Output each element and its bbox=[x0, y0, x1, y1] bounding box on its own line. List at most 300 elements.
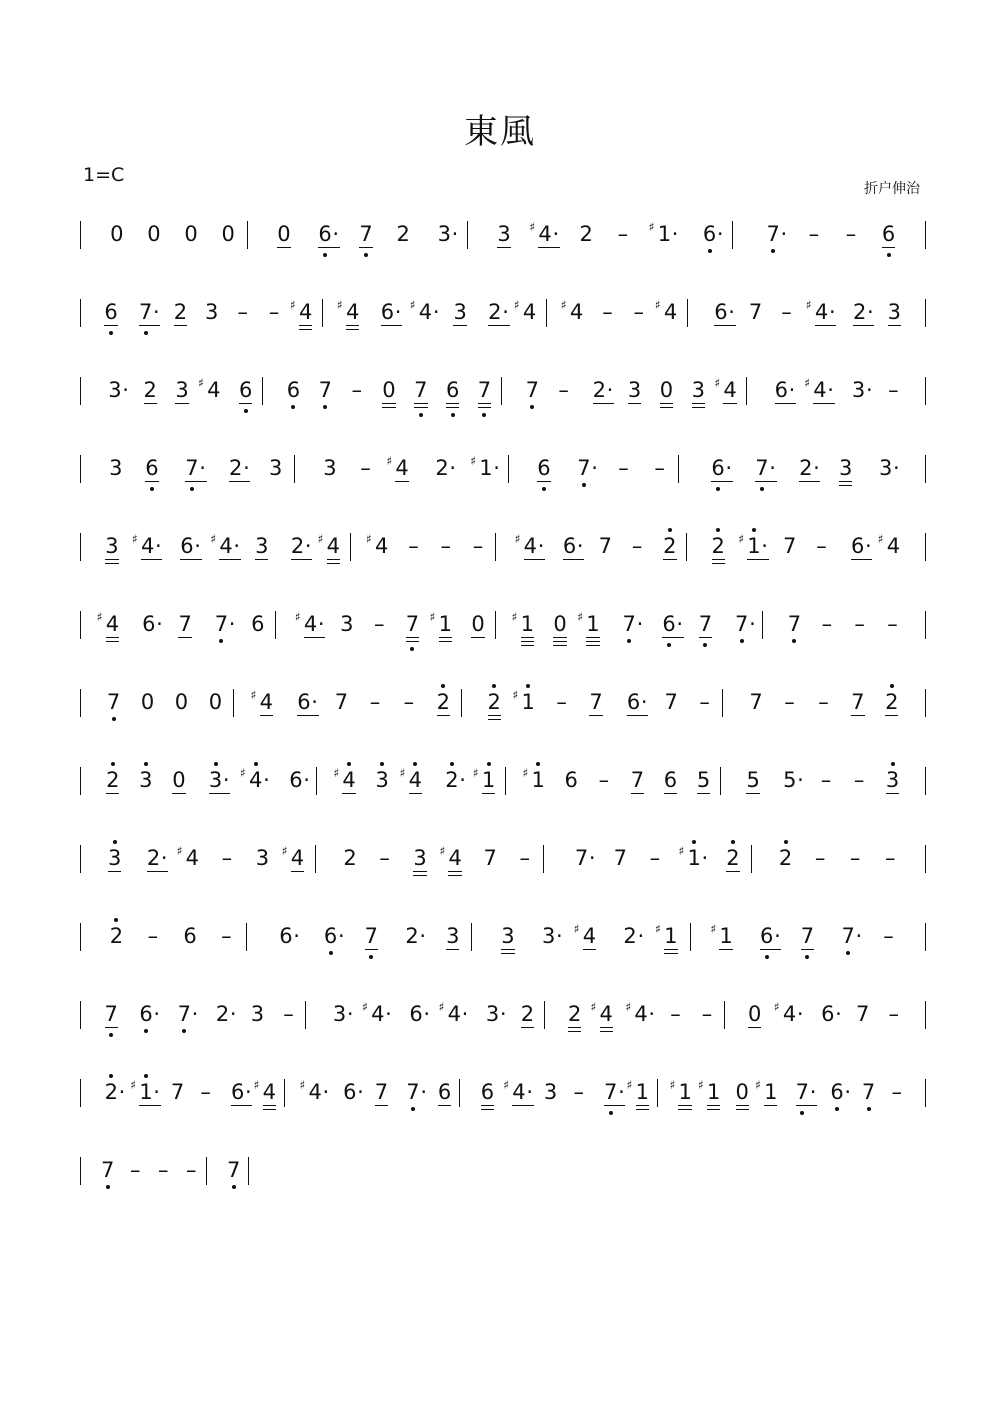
note bbox=[445, 765, 466, 795]
note bbox=[599, 531, 612, 561]
barline bbox=[80, 221, 81, 249]
duration-underline bbox=[714, 325, 735, 326]
note bbox=[563, 531, 584, 561]
note bbox=[105, 531, 118, 561]
note-digit: 4 ♯ bbox=[219, 531, 232, 561]
barline bbox=[206, 1157, 207, 1185]
note-digit: 7 bbox=[598, 534, 612, 558]
duration-underline bbox=[712, 563, 725, 564]
barline bbox=[80, 689, 81, 717]
sustain-dash: – bbox=[808, 222, 820, 246]
score-row bbox=[80, 913, 926, 957]
note-digit: 4 ♯ bbox=[375, 531, 388, 561]
augmentation-dot: · bbox=[788, 378, 796, 402]
note bbox=[877, 531, 901, 561]
note bbox=[542, 921, 563, 951]
note-digit: 6 bbox=[251, 612, 265, 636]
note bbox=[132, 531, 162, 561]
sustain-dash: – bbox=[887, 612, 898, 636]
sharp-sign: ♯ bbox=[648, 220, 655, 234]
sustain-dash: – bbox=[631, 534, 643, 558]
barline bbox=[925, 221, 926, 249]
note-digit: 4 ♯ bbox=[538, 219, 551, 249]
augmentation-dot: · bbox=[537, 534, 545, 558]
note-digit: 6 bbox=[230, 1080, 245, 1104]
barline bbox=[233, 689, 234, 717]
note-digit: 2 bbox=[520, 1002, 535, 1026]
note bbox=[205, 297, 218, 327]
note bbox=[799, 453, 820, 483]
duration-underline bbox=[327, 563, 340, 564]
note-digit: 6 bbox=[380, 300, 395, 324]
octave-down-dot bbox=[109, 1033, 113, 1037]
octave-down-dot bbox=[887, 253, 891, 257]
note bbox=[106, 765, 119, 795]
octave-down-dot bbox=[667, 643, 671, 647]
duration-underline bbox=[882, 247, 895, 248]
note bbox=[409, 999, 430, 1029]
augmentation-dot: · bbox=[322, 1080, 330, 1104]
note bbox=[139, 999, 160, 1029]
note bbox=[290, 297, 313, 327]
note-digit: 4 ♯ bbox=[723, 375, 736, 405]
octave-up-dot bbox=[668, 528, 672, 532]
note-digit: 3 bbox=[453, 300, 467, 324]
note-digit: 1 ♯ bbox=[482, 765, 495, 795]
octave-up-dot bbox=[144, 1074, 148, 1078]
octave-down-dot bbox=[771, 249, 775, 253]
note bbox=[804, 375, 834, 405]
augmentation-dot: · bbox=[228, 612, 236, 636]
note bbox=[488, 297, 509, 327]
note-digit: 1 ♯ bbox=[139, 1077, 152, 1107]
barline bbox=[746, 377, 747, 405]
duration-underline bbox=[583, 949, 596, 950]
sustain-dash: – bbox=[820, 768, 832, 792]
note-digit: 7 bbox=[862, 1077, 875, 1107]
note-digit: 0 bbox=[174, 690, 189, 714]
sustain-dash: – bbox=[670, 1002, 681, 1026]
note-digit: 7 bbox=[589, 690, 603, 714]
duration-underline bbox=[563, 559, 584, 560]
duration-underline bbox=[538, 247, 559, 248]
note-digit: 1 ♯ bbox=[586, 609, 599, 639]
note-digit: 4 ♯ bbox=[448, 843, 461, 873]
sharp-sign: ♯ bbox=[470, 454, 477, 468]
note-digit: 2 bbox=[623, 924, 637, 948]
note bbox=[481, 1077, 494, 1107]
note-digit: 0 bbox=[735, 1080, 749, 1104]
sharp-sign: ♯ bbox=[714, 376, 721, 390]
duration-underline bbox=[723, 403, 736, 404]
barline bbox=[724, 1001, 725, 1029]
note bbox=[277, 219, 290, 249]
note bbox=[736, 1077, 749, 1107]
octave-down-dot bbox=[627, 639, 631, 643]
sharp-sign: ♯ bbox=[654, 298, 661, 312]
note-digit: 4 ♯ bbox=[583, 921, 596, 951]
duration-underline bbox=[260, 715, 273, 716]
note bbox=[105, 1077, 126, 1107]
octave-down-dot bbox=[369, 955, 373, 959]
duration-underline bbox=[568, 1027, 581, 1028]
sustain-dash: – bbox=[403, 690, 415, 714]
barline bbox=[925, 689, 926, 717]
barline bbox=[546, 299, 547, 327]
note-digit: 4 ♯ bbox=[299, 297, 312, 327]
duration-underline bbox=[664, 793, 677, 794]
octave-down-dot bbox=[323, 405, 327, 409]
duration-underline bbox=[180, 559, 201, 560]
barline bbox=[925, 767, 926, 795]
note-digit: 4 ♯ bbox=[346, 297, 359, 327]
sustain-dash: – bbox=[816, 534, 827, 558]
sharp-sign: ♯ bbox=[877, 532, 884, 546]
augmentation-dot: · bbox=[640, 690, 648, 714]
sustain-dash: – bbox=[268, 300, 280, 324]
sharp-sign: ♯ bbox=[513, 298, 520, 312]
sustain-dash: – bbox=[598, 768, 610, 792]
note-digit: 6 bbox=[289, 768, 303, 792]
note-digit: 7 bbox=[577, 453, 590, 483]
duration-underline bbox=[853, 325, 874, 326]
note-digit: 2 bbox=[146, 846, 161, 870]
note bbox=[796, 1077, 817, 1107]
duration-underline bbox=[664, 953, 677, 954]
note-digit: 2 bbox=[592, 378, 607, 402]
sustain-dash: – bbox=[440, 534, 452, 558]
note-digit: 4 ♯ bbox=[260, 687, 273, 717]
barline bbox=[544, 1001, 545, 1029]
note-digit: 2 bbox=[885, 687, 898, 717]
score-row bbox=[80, 1147, 926, 1191]
note-digit: 0 bbox=[172, 768, 186, 792]
octave-up-dot bbox=[111, 762, 115, 766]
sustain-dash: – bbox=[699, 690, 710, 714]
barline bbox=[322, 299, 323, 327]
note bbox=[147, 219, 160, 249]
duration-underline bbox=[413, 871, 426, 872]
note bbox=[631, 765, 644, 795]
score-row bbox=[80, 679, 926, 723]
note-digit: 3 bbox=[887, 300, 902, 324]
note-digit: 2 bbox=[437, 687, 450, 717]
note bbox=[222, 219, 235, 249]
duration-underline bbox=[478, 403, 491, 404]
barline bbox=[687, 299, 688, 327]
augmentation-dot: · bbox=[828, 300, 836, 324]
augmentation-dot: · bbox=[385, 1002, 392, 1026]
sharp-sign: ♯ bbox=[560, 298, 567, 312]
sustain-dash: – bbox=[784, 690, 795, 714]
duration-underline bbox=[414, 403, 427, 404]
note-digit: 4 ♯ bbox=[813, 375, 826, 405]
octave-up-dot bbox=[526, 684, 530, 688]
barline bbox=[720, 767, 721, 795]
augmentation-dot: · bbox=[451, 222, 459, 246]
octave-down-dot bbox=[530, 405, 534, 409]
note-digit: 4 ♯ bbox=[263, 1077, 276, 1107]
augmentation-dot: · bbox=[855, 924, 863, 948]
sharp-sign: ♯ bbox=[655, 922, 661, 936]
note-digit: 2 bbox=[445, 765, 458, 795]
note-digit: 6 bbox=[850, 534, 865, 558]
note-digit: 3 bbox=[543, 1080, 558, 1104]
note-digit: 1 ♯ bbox=[479, 453, 492, 483]
note bbox=[853, 297, 874, 327]
augmentation-dot: · bbox=[701, 846, 709, 870]
note bbox=[483, 843, 496, 873]
duration-underline bbox=[145, 481, 158, 482]
note bbox=[703, 219, 724, 249]
duration-underline bbox=[178, 637, 191, 638]
note-digit: 3 bbox=[485, 1002, 500, 1026]
duration-underline bbox=[327, 559, 340, 560]
note bbox=[663, 531, 676, 561]
note bbox=[250, 687, 274, 717]
note-digit: 2 bbox=[799, 456, 813, 480]
note-digit: 1 ♯ bbox=[764, 1077, 777, 1107]
note bbox=[697, 1077, 721, 1107]
note bbox=[446, 921, 459, 951]
note-digit: 4 ♯ bbox=[664, 297, 677, 327]
duration-underline bbox=[631, 793, 644, 794]
note bbox=[749, 297, 762, 327]
duration-underline bbox=[711, 481, 732, 482]
note-digit: 6 bbox=[537, 453, 550, 483]
note bbox=[437, 687, 450, 717]
sharp-sign: ♯ bbox=[333, 766, 340, 780]
note bbox=[209, 687, 222, 717]
octave-down-dot bbox=[582, 483, 586, 487]
note-digit: 2 bbox=[568, 1002, 582, 1026]
duration-underline bbox=[553, 641, 566, 642]
note-digit: 2 bbox=[435, 456, 449, 480]
duration-underline bbox=[239, 403, 252, 404]
note bbox=[176, 843, 199, 873]
sustain-dash: – bbox=[200, 1080, 211, 1104]
note bbox=[783, 531, 796, 561]
sharp-sign: ♯ bbox=[577, 610, 584, 624]
note-digit: 7 bbox=[319, 375, 332, 405]
note-digit: 1 ♯ bbox=[521, 609, 534, 639]
augmentation-dot: · bbox=[591, 456, 598, 480]
sharp-sign: ♯ bbox=[512, 688, 519, 702]
note bbox=[851, 531, 872, 561]
duration-underline bbox=[297, 715, 318, 716]
augmentation-dot: · bbox=[796, 1002, 804, 1026]
duration-underline bbox=[488, 719, 501, 720]
note-digit: 7 bbox=[788, 609, 801, 639]
augmentation-dot: · bbox=[346, 1002, 354, 1026]
note bbox=[577, 453, 598, 483]
note bbox=[553, 609, 566, 639]
note-digit: 3 bbox=[105, 534, 119, 558]
octave-up-dot bbox=[487, 762, 491, 766]
note bbox=[565, 765, 578, 795]
note-digit: 2 bbox=[488, 300, 502, 324]
note bbox=[614, 843, 627, 873]
duration-underline bbox=[481, 1109, 494, 1110]
duration-underline bbox=[726, 871, 739, 872]
score-row bbox=[80, 289, 926, 333]
octave-down-dot bbox=[109, 331, 113, 335]
duration-underline bbox=[799, 481, 820, 482]
sharp-sign: ♯ bbox=[240, 766, 246, 780]
note bbox=[749, 687, 762, 717]
note-digit: 4 ♯ bbox=[634, 999, 647, 1029]
note bbox=[294, 609, 325, 639]
note bbox=[735, 609, 756, 639]
duration-underline bbox=[141, 559, 162, 560]
sharp-sign: ♯ bbox=[290, 298, 296, 312]
sharp-sign: ♯ bbox=[250, 688, 257, 702]
duration-underline bbox=[448, 871, 461, 872]
note bbox=[227, 1155, 240, 1185]
note-digit: 5 bbox=[783, 768, 797, 792]
augmentation-dot: · bbox=[526, 1080, 534, 1104]
duration-underline bbox=[678, 1105, 691, 1106]
duration-underline bbox=[395, 481, 408, 482]
note-digit: 7 bbox=[178, 612, 192, 636]
note-digit: 7 bbox=[801, 921, 814, 951]
note bbox=[399, 765, 422, 795]
note-digit: 4 ♯ bbox=[207, 375, 220, 405]
duration-underline bbox=[144, 403, 157, 404]
duration-underline bbox=[342, 793, 355, 794]
note bbox=[628, 375, 641, 405]
duration-underline bbox=[748, 1027, 761, 1028]
duration-underline bbox=[660, 407, 673, 408]
note-digit: 3 bbox=[205, 300, 219, 324]
duration-underline bbox=[568, 1031, 581, 1032]
note bbox=[623, 921, 644, 951]
augmentation-dot: · bbox=[357, 1080, 364, 1104]
augmentation-dot: · bbox=[716, 222, 724, 246]
sharp-sign: ♯ bbox=[96, 610, 103, 624]
octave-up-dot bbox=[752, 528, 756, 532]
augmentation-dot: · bbox=[867, 300, 874, 324]
note-digit: 3 bbox=[501, 924, 515, 948]
barline bbox=[294, 455, 295, 483]
barline bbox=[762, 611, 763, 639]
duration-underline bbox=[346, 325, 359, 326]
note bbox=[253, 1077, 276, 1107]
note-digit: 2 bbox=[106, 765, 119, 795]
augmentation-dot: · bbox=[618, 1080, 625, 1104]
barline bbox=[495, 611, 496, 639]
note bbox=[604, 1077, 625, 1107]
duration-underline bbox=[801, 949, 814, 950]
note bbox=[526, 375, 539, 405]
duration-underline bbox=[521, 641, 534, 642]
sharp-sign: ♯ bbox=[773, 1000, 780, 1014]
barline bbox=[315, 845, 316, 873]
note-digit: 4 ♯ bbox=[106, 609, 119, 639]
duration-underline bbox=[255, 559, 268, 560]
note bbox=[503, 1077, 534, 1107]
note bbox=[488, 687, 501, 717]
note bbox=[830, 1077, 851, 1107]
note-digit: 6 bbox=[564, 768, 578, 792]
augmentation-dot: · bbox=[311, 690, 318, 714]
note bbox=[537, 453, 550, 483]
duration-underline bbox=[604, 1105, 625, 1106]
duration-underline bbox=[736, 1105, 749, 1106]
barline bbox=[495, 533, 496, 561]
duration-underline bbox=[627, 715, 648, 716]
note bbox=[779, 843, 792, 873]
note bbox=[573, 921, 597, 951]
sharp-sign: ♯ bbox=[669, 1078, 676, 1092]
octave-up-dot bbox=[254, 762, 258, 766]
augmentation-dot: · bbox=[769, 456, 776, 480]
sustain-dash: – bbox=[818, 690, 829, 714]
note-digit: 7 bbox=[406, 609, 419, 639]
note bbox=[178, 609, 191, 639]
note-digit: 1 ♯ bbox=[439, 609, 452, 639]
augmentation-dot: · bbox=[502, 300, 509, 324]
note bbox=[147, 843, 168, 873]
sustain-dash: – bbox=[186, 1158, 197, 1182]
sustain-dash: – bbox=[130, 1158, 141, 1182]
note-digit: 3 bbox=[250, 1002, 265, 1026]
note-digit: 2 bbox=[726, 843, 739, 873]
note bbox=[413, 843, 426, 873]
note-digit: 6 bbox=[324, 921, 337, 951]
sustain-dash: – bbox=[147, 924, 159, 948]
note-digit: 4 ♯ bbox=[783, 999, 796, 1029]
note-digit: 4 ♯ bbox=[524, 531, 537, 561]
note-digit: 7 bbox=[735, 609, 748, 639]
duration-underline bbox=[318, 247, 339, 248]
note bbox=[851, 687, 864, 717]
duration-underline bbox=[413, 875, 426, 876]
note-digit: 0 bbox=[659, 378, 674, 402]
duration-underline bbox=[105, 1027, 118, 1028]
barline bbox=[350, 533, 351, 561]
note bbox=[471, 609, 484, 639]
note bbox=[397, 219, 410, 249]
note-digit: 3 bbox=[886, 765, 899, 795]
note-digit: 2 bbox=[405, 924, 419, 948]
octave-down-dot bbox=[451, 413, 455, 417]
sustain-dash: – bbox=[573, 1080, 584, 1104]
augmentation-dot: · bbox=[728, 300, 735, 324]
octave-up-dot bbox=[890, 684, 894, 688]
score-row bbox=[80, 601, 926, 645]
octave-down-dot bbox=[410, 647, 414, 651]
note-digit: 7 bbox=[623, 609, 636, 639]
sharp-sign: ♯ bbox=[294, 610, 301, 624]
note bbox=[359, 219, 372, 249]
score-row bbox=[80, 445, 926, 489]
duration-underline bbox=[678, 1109, 691, 1110]
note bbox=[664, 765, 677, 795]
sustain-dash: – bbox=[888, 1002, 899, 1026]
augmentation-dot: · bbox=[671, 222, 679, 246]
octave-up-dot bbox=[716, 528, 720, 532]
note-digit: 6 bbox=[663, 768, 678, 792]
augmentation-dot: · bbox=[419, 924, 427, 948]
note bbox=[529, 219, 560, 249]
duration-underline bbox=[482, 793, 495, 794]
octave-down-dot bbox=[112, 717, 116, 721]
note bbox=[109, 453, 122, 483]
note bbox=[692, 375, 705, 405]
sustain-dash: – bbox=[888, 378, 899, 402]
note bbox=[108, 843, 121, 873]
